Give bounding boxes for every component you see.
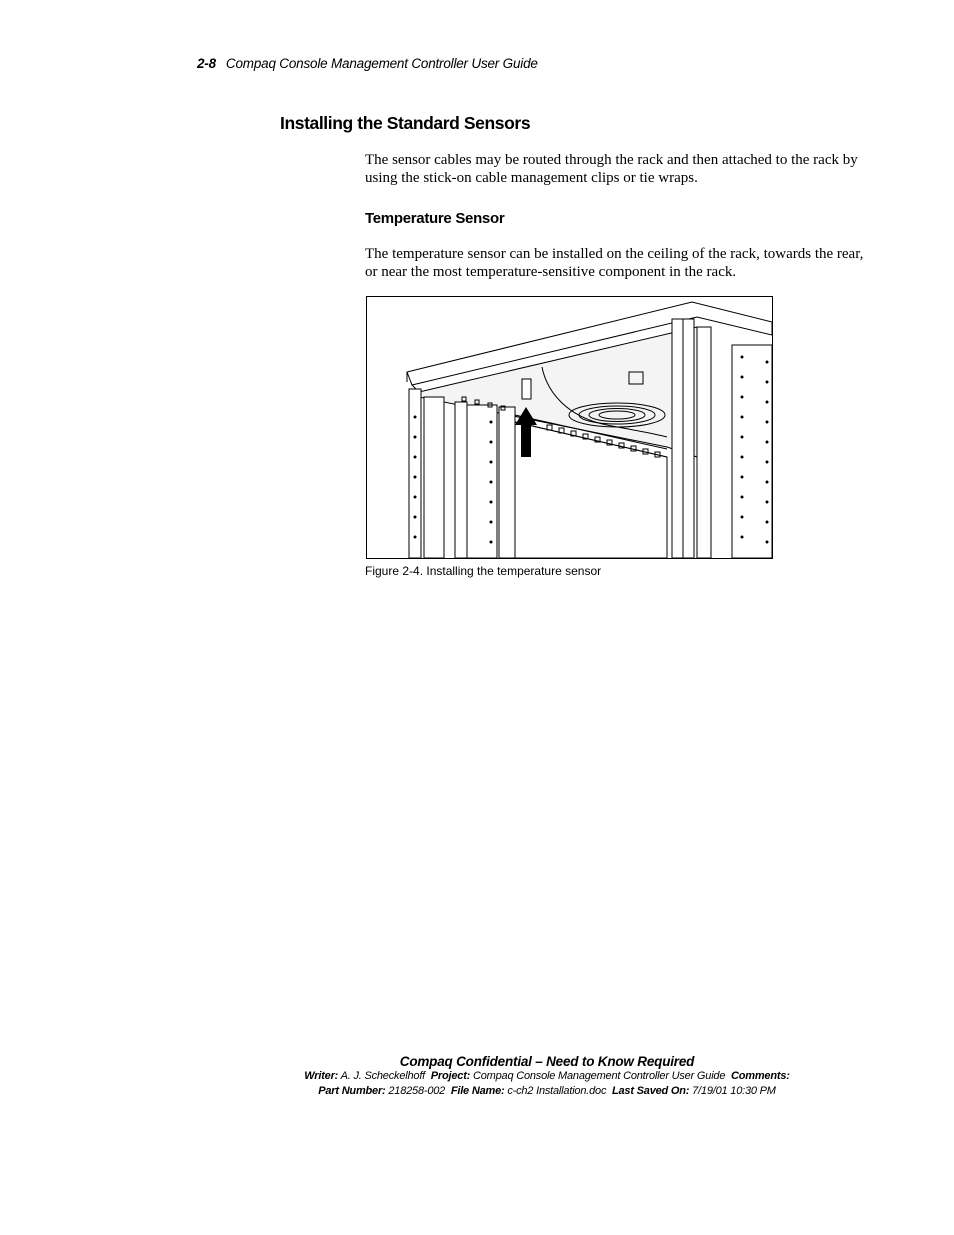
rack-sensor-illustration — [366, 296, 773, 559]
temperature-sensor — [522, 379, 531, 399]
footer-meta-line-2: Part Number: 218258-002 File Name: c-ch2 Installation.doc Last Saved On: 7/19/01 10:30 PM — [318, 1085, 776, 1097]
running-header-title: Compaq Console Management Controller User Guide — [225, 56, 538, 71]
figure-caption: Figure 2-4. Installing the temperature sensor — [365, 564, 602, 578]
section-heading: Installing the Standard Sensors — [280, 113, 531, 133]
page-footer — [0, 1054, 954, 1099]
page-number: 2-8 — [197, 56, 216, 71]
left-post-outer — [409, 389, 421, 558]
rack-line-drawing — [367, 297, 772, 558]
left-post-inner — [424, 397, 444, 558]
left-rail-1 — [455, 402, 467, 558]
left-rail-2 — [467, 405, 497, 558]
right-side-panel — [732, 345, 772, 558]
section-paragraph: The sensor cables may be routed through the rack and then attached to the rack by using the stick-on cable management clips or tie wraps. — [365, 152, 858, 186]
subsection-paragraph: The temperature sensor can be installed on the ceiling of the rack, towards the rear, or near the most temperature-sensitive component in the rack. — [365, 246, 864, 280]
subsection-heading: Temperature Sensor — [365, 210, 505, 227]
left-rail-3 — [499, 407, 515, 558]
confidential-notice: Compaq Confidential – Need to Know Required — [399, 1054, 695, 1069]
footer-meta-line-1: Writer: A. J. Scheckelhoff Project: Compaq Console Management Controller User Guide Comments: — [304, 1070, 790, 1082]
right-post-back — [697, 327, 711, 558]
running-header — [197, 56, 538, 71]
